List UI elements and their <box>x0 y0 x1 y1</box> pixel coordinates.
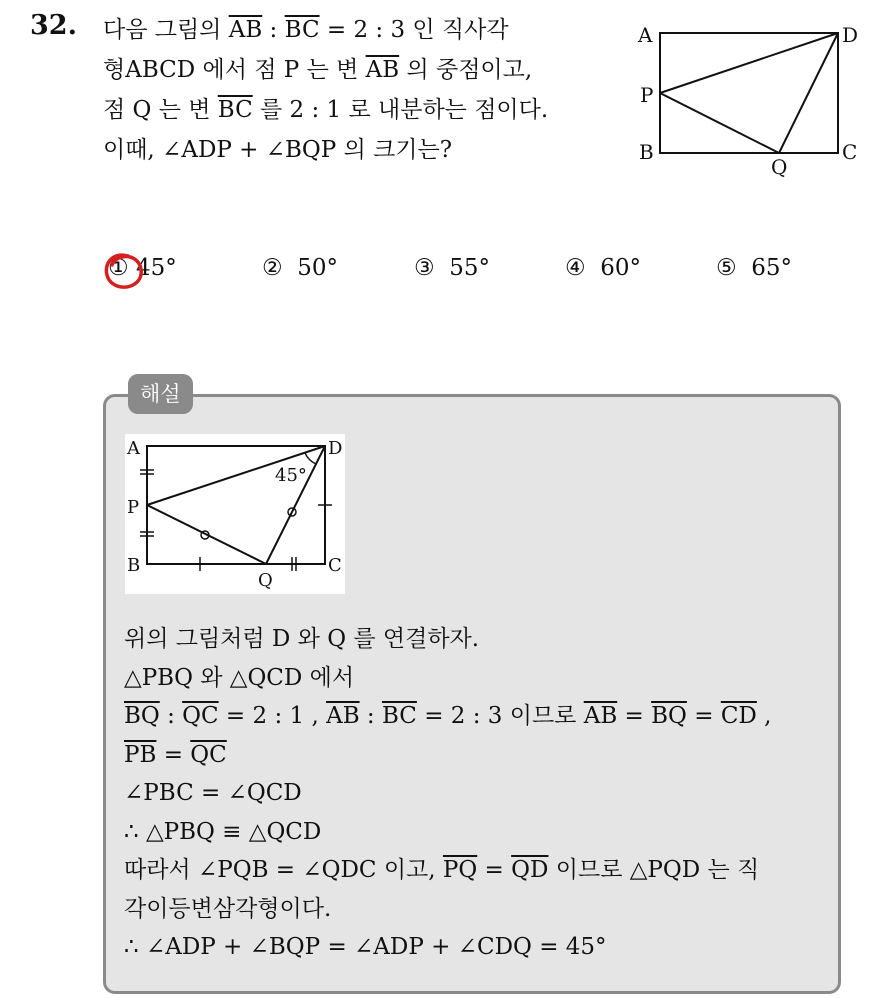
answer-circle-mark-icon <box>102 250 148 294</box>
choice-3-number: ③ <box>414 255 435 281</box>
question-number: 32. <box>30 10 77 41</box>
question-line-1: 다음 그림의 $\overline{AB}$ : $\overline{BC} = 2$ : 3 인 직사각 <box>103 17 509 43</box>
choice-4-text: 60° <box>600 255 642 281</box>
choice-5-number: ⑤ <box>716 255 737 281</box>
solution-line: △PBQ 와 △QCD 에서 <box>124 664 355 691</box>
choice-2-text: 50° <box>297 255 339 281</box>
solution-figure <box>125 434 345 594</box>
label-q: Q <box>771 155 788 178</box>
label-p: P <box>640 83 654 107</box>
angle-arc-icon <box>305 453 316 464</box>
sol-label-d: D <box>328 438 343 459</box>
choice-4[interactable] <box>565 255 641 281</box>
choice-1-number: ① <box>108 255 129 281</box>
sol-label-p: P <box>127 497 140 518</box>
segment-pq <box>660 93 779 153</box>
choice-2-number: ② <box>262 255 283 281</box>
solution-line: 위의 그림처럼 D 와 Q 를 연결하자. <box>124 626 480 652</box>
sol-label-b: B <box>127 555 141 576</box>
label-d: D <box>842 23 859 47</box>
angle-label: 45° <box>275 465 307 486</box>
label-b: B <box>639 140 654 164</box>
sol-label-q: Q <box>258 570 273 591</box>
solution-line: ∴ ∠ADP + ∠BQP = ∠ADP + ∠CDQ = 45° <box>124 934 607 960</box>
rectangle-figure <box>634 18 864 178</box>
solution-tag: 해설 <box>128 374 193 414</box>
solution-line: ∴ △PBQ ≡ △QCD <box>124 818 322 845</box>
choice-4-number: ④ <box>565 255 586 281</box>
solution-line: ∠PBC = ∠QCD <box>124 780 302 806</box>
sol-label-c: C <box>328 555 342 576</box>
sol-label-a: A <box>127 438 140 459</box>
solution-line: 따라서 ∠PQB = ∠QDC 이고, $\overline{PQ} = \overline{QD}$ 이므로 △PQD 는 직 <box>124 857 760 883</box>
choice-2[interactable] <box>262 255 338 281</box>
question-line-3: 점 Q 는 변 $\overline{BC}$ 를 2 : 1 로 내분하는 점이다. <box>103 97 549 123</box>
choice-5[interactable] <box>716 255 792 281</box>
solution-line: 각이등변삼각형이다. <box>124 895 332 922</box>
label-a: A <box>638 23 653 47</box>
question-line-2: 형ABCD 에서 점 P 는 변 $\overline{AB}$ 의 중점이고, <box>103 57 533 83</box>
solution-line: $\overline{BQ}$ : $\overline{QC} = 2$ : 1 , $\overline{AB}$ : $\overline{BC} = 2$ : 3 이므로 $\overline{AB} = \overline{BQ} = \overline{CD}$ , <box>124 703 772 729</box>
question-text <box>103 10 608 170</box>
answer-choices <box>108 255 828 295</box>
choice-1-text: 45° <box>135 255 177 281</box>
question-line-4: 이때, ∠ADP + ∠BQP 의 크기는? <box>103 137 453 163</box>
segment-pd <box>660 33 838 93</box>
choice-3-text: 55° <box>449 255 491 281</box>
solution-line: $\overline{PB} = \overline{QC}$ <box>124 741 227 768</box>
label-c: C <box>842 140 858 164</box>
choice-5-text: 65° <box>751 255 793 281</box>
choice-3[interactable] <box>414 255 490 281</box>
segment-qd <box>779 33 838 153</box>
solution-text <box>124 620 829 967</box>
